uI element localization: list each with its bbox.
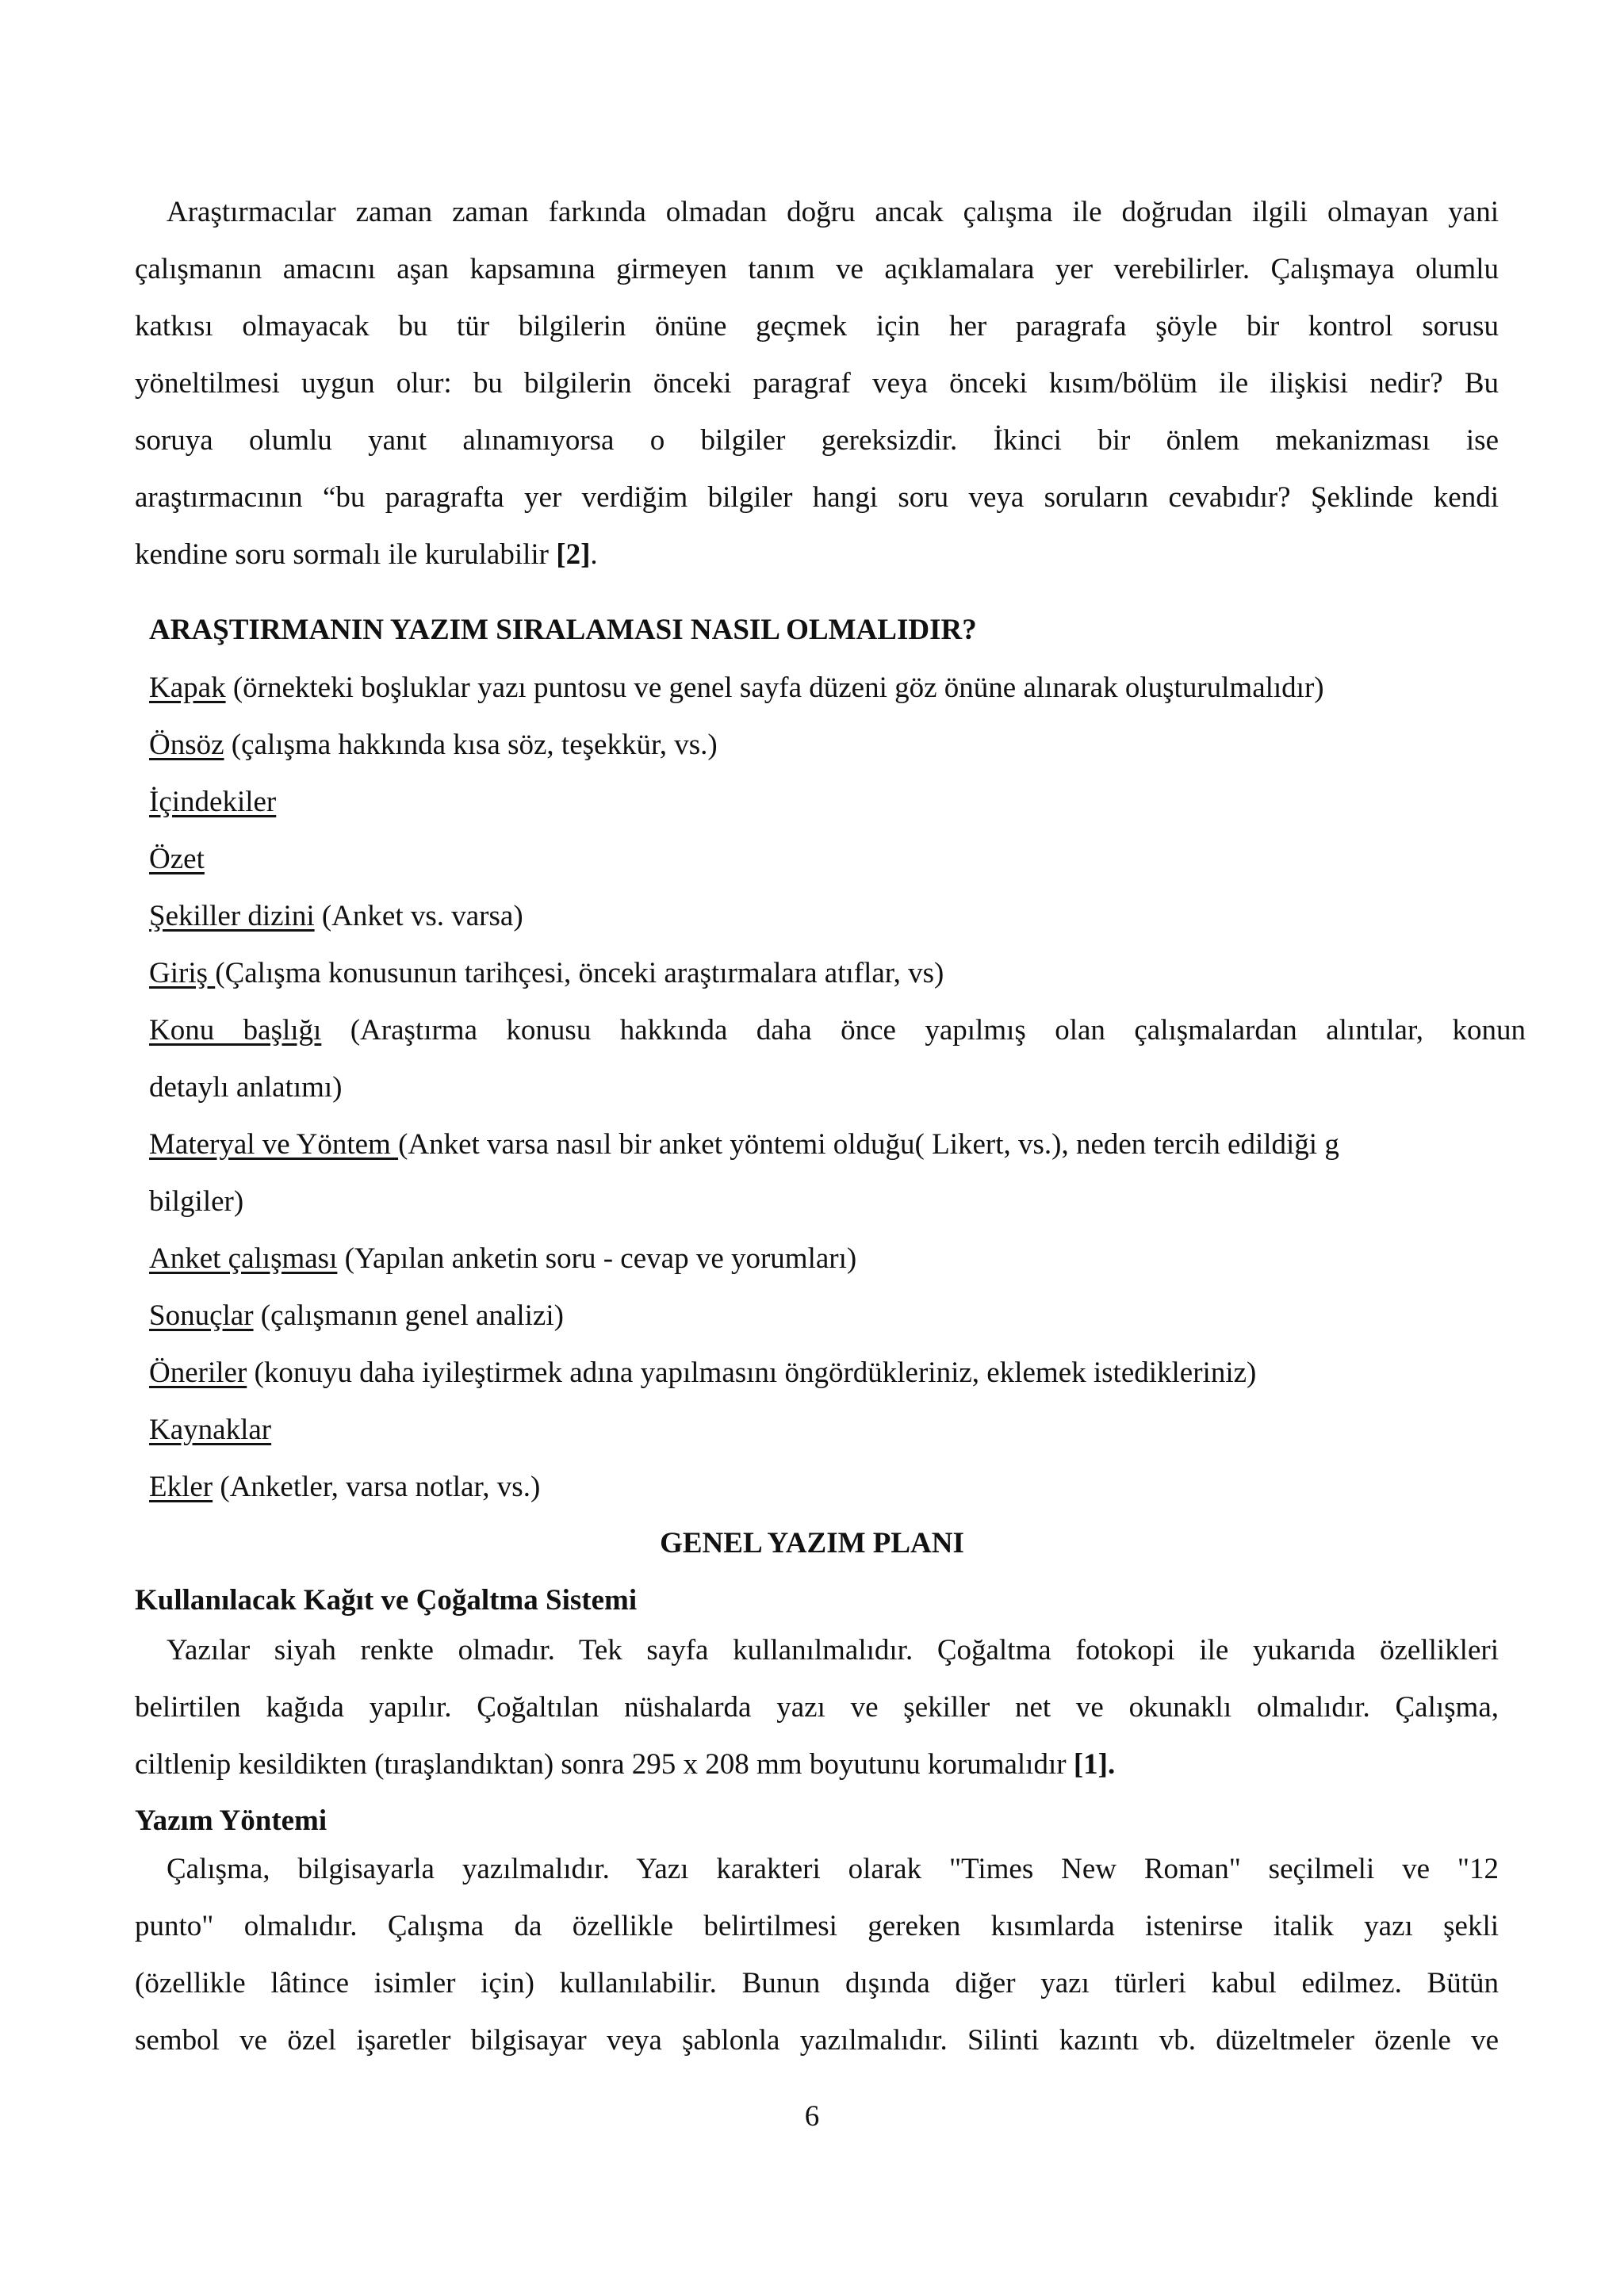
- list-item-continuation: bilgiler): [149, 1185, 244, 1218]
- citation-ref: [2]: [556, 538, 591, 571]
- paragraph-line: (özellikle lâtince isimler için) kullanılabilir. Bunun dışında diğer yazı türleri kabul edilmez. Bütün: [135, 1967, 1499, 1999]
- list-item-desc: (Çalışma konusunun tarihçesi, önceki araştırmalara atıflar, vs): [215, 957, 944, 989]
- list-item-desc: (örnekteki boşluklar yazı puntosu ve genel sayfa düzeni göz önüne alınarak oluşturulmalıdır): [225, 672, 1324, 704]
- list-item-term: Kapak: [149, 672, 226, 704]
- paragraph-line: punto" olmalıdır. Çalışma da özellikle belirtilmesi gereken kısımlarda istenirse italik yazı şekli: [135, 1910, 1499, 1942]
- paragraph-line: Araştırmacılar zaman zaman farkında olmadan doğru ancak çalışma ile doğrudan ilgili olmayan yani: [167, 196, 1499, 228]
- paragraph-line: yöneltilmesi uygun olur: bu bilgilerin önceki paragraf veya önceki kısım/bölüm ile ilişkisi nedir? Bu: [135, 367, 1499, 400]
- page-number: 6: [804, 2100, 820, 2133]
- writing-order-list: [149, 660, 1526, 1516]
- list-item-desc: (çalışma hakkında kısa söz, teşekkür, vs.): [224, 729, 718, 761]
- paper-paragraph: [135, 1622, 1499, 1793]
- section-title: GENEL YAZIM PLANI: [660, 1527, 964, 1559]
- list-item-desc: (Anket varsa nasıl bir anket yöntemi olduğu( Likert, vs.), neden tercih edildiği g: [398, 1128, 1339, 1161]
- method-paragraph: [135, 1841, 1499, 2069]
- list-item: [149, 1459, 1526, 1516]
- paragraph-line: belirtilen kağıda yapılır. Çoğaltılan nüshalarda yazı ve şekiller net ve okunaklı olmalıdır. Çalışma,: [135, 1691, 1499, 1724]
- list-item-term: Ekler: [149, 1471, 213, 1503]
- list-item: [149, 1288, 1526, 1345]
- paragraph-line: Yazılar siyah renkte olmadır. Tek sayfa kullanılmalıdır. Çoğaltma fotokopi ile yukarıda özellikleri: [167, 1634, 1499, 1667]
- list-item: [149, 831, 1526, 888]
- list-item-desc: (konuyu daha iyileştirmek adına yapılmasını öngördükleriniz, eklemek istedikleriniz): [247, 1357, 1257, 1389]
- paragraph-line: araştırmacının “bu paragrafta yer verdiğim bilgiler hangi soru veya soruların cevabıdır? Şeklinde kendi: [135, 481, 1499, 514]
- paragraph-last-line: [135, 1736, 1499, 1793]
- list-item-first-line: [149, 1002, 1526, 1059]
- order-heading: ARAŞTIRMANIN YAZIM SIRALAMASI NASIL OLMALIDIR?: [149, 614, 977, 646]
- list-item-desc: (Araştırma konusu hakkında daha önce yapılmış olan çalışmalardan alıntılar, konun: [321, 1014, 1526, 1047]
- list-item-term: Özet: [149, 843, 205, 875]
- list-item: [149, 888, 1526, 945]
- list-item-term: Anket çalışması: [149, 1242, 338, 1275]
- list-item-desc: (çalışmanın genel analizi): [253, 1299, 564, 1332]
- list-item: [149, 660, 1526, 717]
- list-item: [149, 1230, 1526, 1288]
- paragraph-text: ciltlenip kesildikten (tıraşlandıktan) sonra 295 x 208 mm boyutunu korumalıdır: [135, 1748, 1067, 1781]
- list-item-desc: (Yapılan anketin soru - cevap ve yorumları): [337, 1242, 857, 1275]
- list-item-term: Şekiller dizini: [149, 900, 315, 932]
- list-item: [149, 1002, 1526, 1059]
- paragraph-text: kendine soru sormalı ile kurulabilir: [135, 538, 549, 571]
- citation-ref: [1].: [1073, 1748, 1116, 1781]
- intro-paragraph: [135, 184, 1499, 584]
- list-item: [149, 774, 1526, 831]
- list-item-term: Öneriler: [149, 1357, 247, 1389]
- list-item: [149, 1345, 1526, 1402]
- paragraph-line: sembol ve özel işaretler bilgisayar veya şablonla yazılmalıdır. Silinti kazıntı vb. düzeltmeler özenle ve: [135, 2024, 1499, 2057]
- paragraph-line: Çalışma, bilgisayarla yazılmalıdır. Yazı karakteri olarak "Times New Roman" seçilmeli ve "12: [167, 1853, 1499, 1885]
- paragraph-line: çalışmanın amacını aşan kapsamına girmeyen tanım ve açıklamalara yer verebilirler. Çalışmaya olumlu: [135, 253, 1499, 285]
- method-heading: Yazım Yöntemi: [135, 1804, 327, 1837]
- list-item-term: Kaynaklar: [149, 1414, 272, 1446]
- list-item-desc: (Anketler, varsa notlar, vs.): [213, 1471, 541, 1503]
- list-item-term: Giriş: [149, 957, 216, 989]
- paragraph-last-line: [135, 526, 1499, 584]
- list-item: [149, 1402, 1526, 1459]
- list-item: [149, 945, 1526, 1002]
- list-item-desc: (Anket vs. varsa): [314, 900, 523, 932]
- paragraph-line: soruya olumlu yanıt alınamıyorsa o bilgiler gereksizdir. İkinci bir önlem mekanizması ise: [135, 424, 1499, 457]
- list-item-continuation: detaylı anlatımı): [149, 1071, 343, 1104]
- list-item-term: Konu başlığı: [149, 1014, 322, 1047]
- list-item: [149, 717, 1526, 774]
- list-item: [149, 1116, 1526, 1173]
- list-item-term: Önsöz: [149, 729, 224, 761]
- list-item-term: İçindekiler: [149, 786, 277, 818]
- paper-heading: Kullanılacak Kağıt ve Çoğaltma Sistemi: [135, 1584, 638, 1617]
- list-item-term: Materyal ve Yöntem: [149, 1128, 399, 1161]
- list-item-term: Sonuçlar: [149, 1299, 254, 1332]
- citation-suffix: .: [590, 538, 598, 571]
- paragraph-line: katkısı olmayacak bu tür bilgilerin önüne geçmek için her paragrafa şöyle bir kontrol sorusu: [135, 310, 1499, 342]
